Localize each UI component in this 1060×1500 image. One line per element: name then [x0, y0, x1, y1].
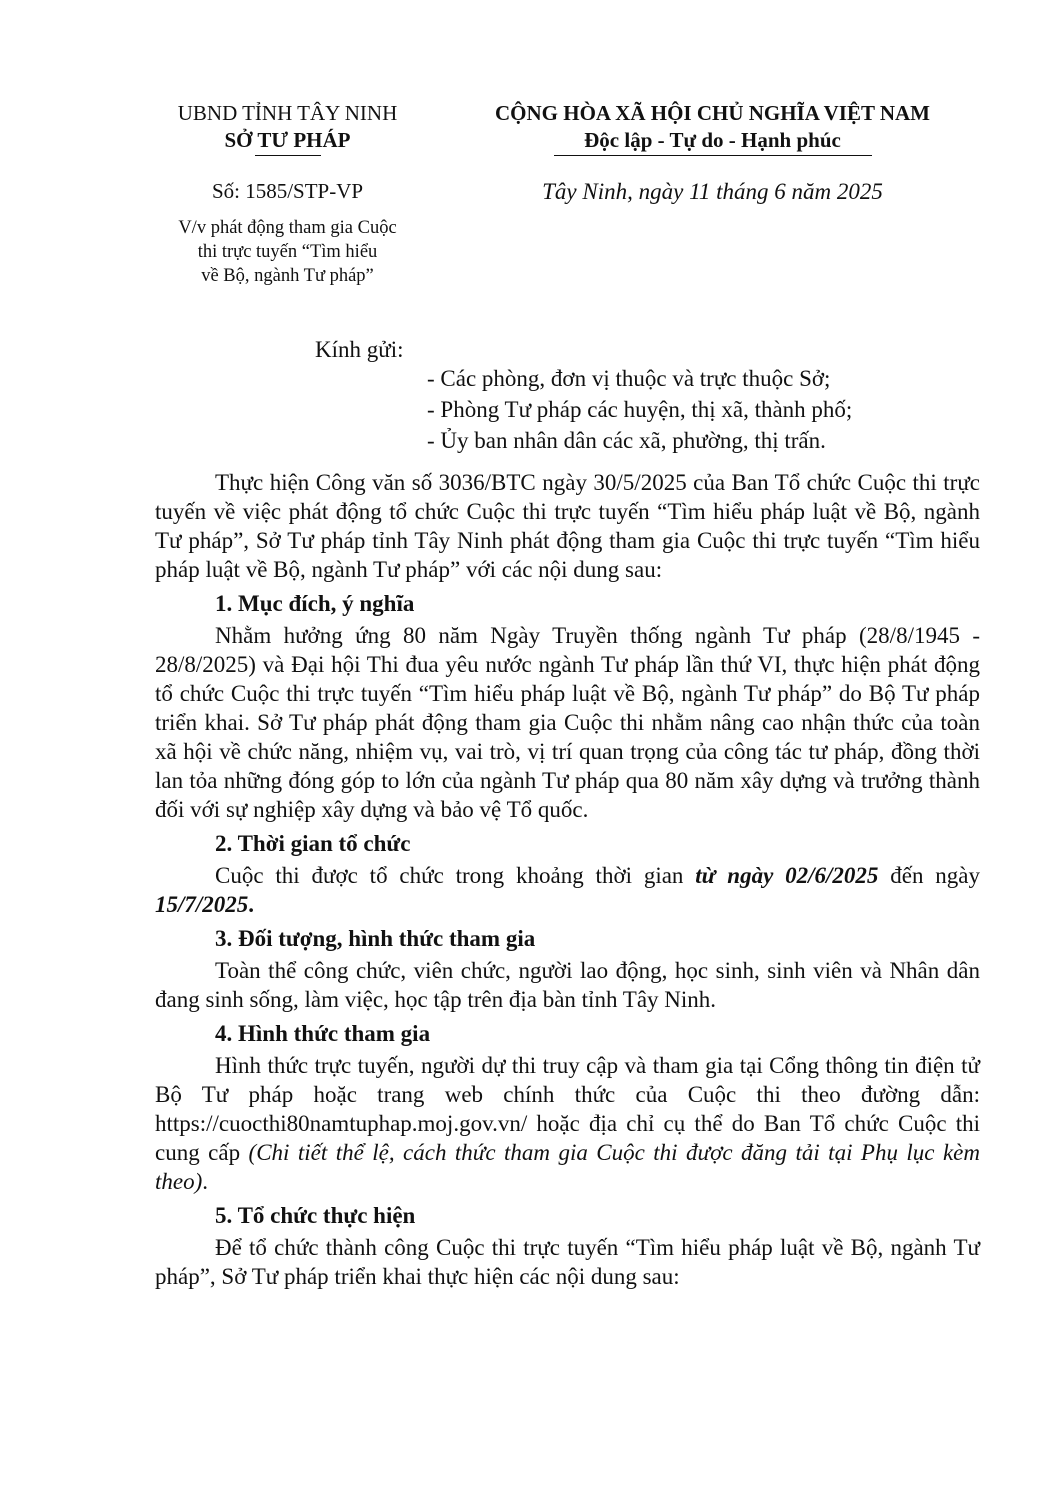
section-heading: 4. Hình thức tham gia	[215, 1021, 431, 1046]
text-run: .	[202, 1169, 209, 1194]
text-run: .	[248, 892, 255, 917]
recipient-item: - Ủy ban nhân dân các xã, phường, thị trấn.	[427, 428, 826, 453]
subject-line: V/v phát động tham gia Cuộc	[178, 218, 397, 238]
agency-name: SỞ TƯ PHÁP	[224, 128, 351, 152]
motto-underline	[554, 155, 872, 156]
text-run: Hình thức trực tuyến, người dự thi truy cập và tham gia tại Cổng thông tin điện tử Bộ Tư pháp hoặc trang web chính thức của Cuộc thi theo đường dẫn: https://cuocthi80namtuphap.moj.gov.vn/ hoặc địa chỉ cụ thể do Ban Tổ chức Cuộc thi cung cấp	[155, 1053, 980, 1165]
recipient-item: - Các phòng, đơn vị thuộc và trực thuộc Sở;	[427, 366, 831, 391]
section-paragraph	[155, 1051, 980, 1196]
national-header	[450, 100, 975, 156]
agency-header	[150, 100, 425, 156]
national-motto: Độc lập - Tự do - Hạnh phúc	[584, 128, 841, 152]
recipient-item: - Phòng Tư pháp các huyện, thị xã, thành phố;	[427, 397, 853, 422]
section-paragraph	[155, 861, 980, 919]
section-heading: 2. Thời gian tổ chức	[215, 831, 411, 856]
agency-parent: UBND TỈNH TÂY NINH	[177, 101, 398, 125]
document-number: Số: 1585/STP-VP	[211, 179, 364, 203]
subject-summary	[150, 216, 425, 288]
section-heading: 3. Đối tượng, hình thức tham gia	[215, 926, 536, 951]
appendix-note: (Chi tiết thể lệ, cách thức tham gia Cuộc thi được đăng tải tại Phụ lục kèm theo)	[155, 1140, 980, 1194]
section-paragraph: Toàn thể công chức, viên chức, người lao động, học sinh, sinh viên và Nhân dân đang sinh sống, làm việc, học tập trên địa bàn tỉnh Tây Ninh.	[155, 958, 980, 1012]
section-paragraph: Để tổ chức thành công Cuộc thi trực tuyến “Tìm hiểu pháp luật về Bộ, ngành Tư pháp”, Sở Tư pháp triển khai thực hiện các nội dung sau:	[155, 1235, 980, 1289]
section-heading: 5. Tổ chức thực hiện	[215, 1203, 416, 1228]
place-date: Tây Ninh, ngày 11 tháng 6 năm 2025	[542, 179, 883, 204]
document-body	[155, 468, 980, 1291]
agency-underline	[255, 155, 321, 156]
recipients-label: Kính gửi:	[315, 337, 404, 362]
subject-line: thi trực tuyến “Tìm hiểu	[197, 242, 378, 262]
text-run: đến ngày	[878, 863, 980, 888]
end-date: 15/7/2025	[155, 892, 249, 917]
text-run: Cuộc thi được tổ chức trong khoảng thời gian	[215, 863, 696, 888]
start-date: từ ngày 02/6/2025	[695, 863, 879, 888]
subject-line: về Bộ, ngành Tư pháp”	[201, 266, 374, 286]
intro-paragraph: Thực hiện Công văn số 3036/BTC ngày 30/5/2025 của Ban Tổ chức Cuộc thi trực tuyến về việc phát động tổ chức Cuộc thi trực tuyến “Tìm hiểu pháp luật về Bộ, ngành Tư pháp”, Sở Tư pháp tỉnh Tây Ninh phát động tham gia Cuộc thi trực tuyến “Tìm hiểu pháp luật về Bộ, ngành Tư pháp” với các nội dung sau:	[155, 470, 980, 582]
recipients-list	[427, 363, 852, 456]
national-title: CỘNG HÒA XÃ HỘI CHỦ NGHĨA VIỆT NAM	[494, 101, 931, 125]
section-heading: 1. Mục đích, ý nghĩa	[215, 591, 415, 616]
section-paragraph: Nhằm hưởng ứng 80 năm Ngày Truyền thống ngành Tư pháp (28/8/1945 - 28/8/2025) và Đại hội Thi đua yêu nước ngành Tư pháp lần thứ VI, thực hiện phát động tổ chức Cuộc thi trực tuyến “Tìm hiểu pháp luật về Bộ, ngành Tư pháp” do Bộ Tư pháp triển khai. Sở Tư pháp phát động tham gia Cuộc thi nhằm nâng cao nhận thức của toàn xã hội về chức năng, nhiệm vụ, vai trò, vị trí quan trọng của công tác tư pháp, đồng thời lan tỏa những đóng góp to lớn của ngành Tư pháp qua 80 năm xây dựng và trưởng thành đối với sự nghiệp xây dựng và bảo vệ Tổ quốc.	[155, 623, 980, 822]
